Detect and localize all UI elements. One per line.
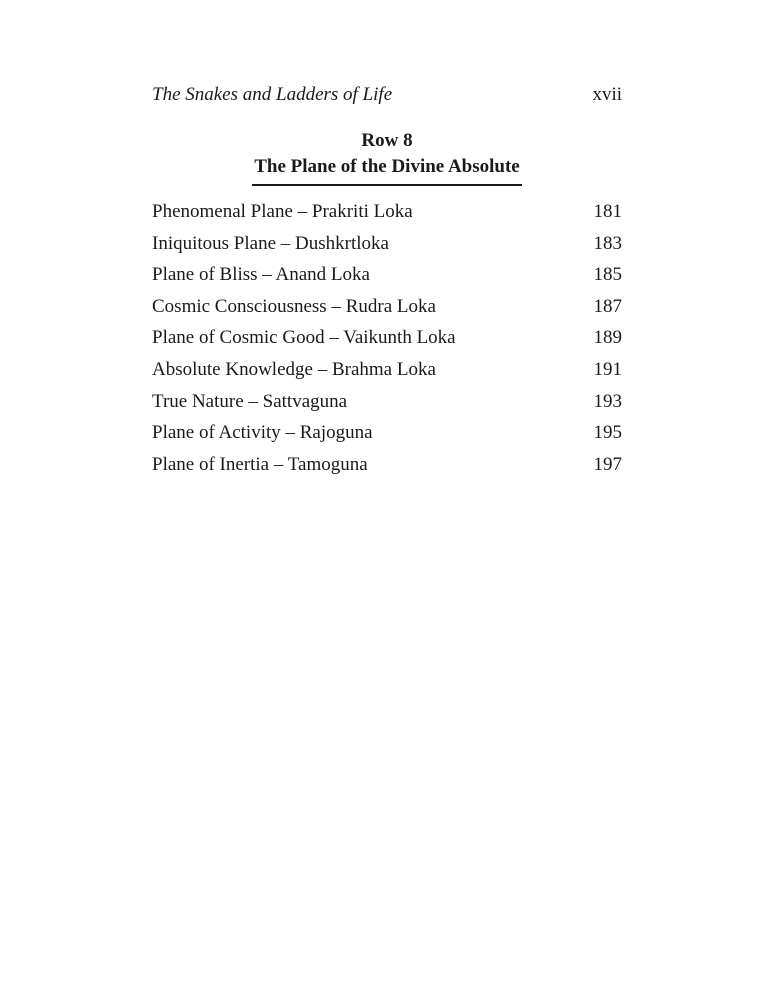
section-subtitle-text: The Plane of the Divine Absolute <box>254 156 520 177</box>
toc-entry-title: Phenomenal Plane – Prakriti Loka <box>152 201 413 222</box>
section-label: Row 8 <box>361 130 413 151</box>
toc-entry[interactable] <box>152 228 622 260</box>
toc-entry-page: 185 <box>593 264 622 286</box>
toc-entry[interactable] <box>152 291 622 323</box>
section-heading <box>152 128 622 186</box>
toc-entry[interactable] <box>152 417 622 449</box>
toc-entry-page: 191 <box>593 358 622 380</box>
toc-entry-page: 189 <box>593 327 622 349</box>
toc-entry-page: 193 <box>593 390 622 412</box>
running-title: The Snakes and Ladders of Life <box>152 84 393 105</box>
toc-entry-page: 183 <box>593 232 622 254</box>
toc-entry-title: Absolute Knowledge – Brahma Loka <box>152 358 436 380</box>
toc-list <box>152 196 622 480</box>
toc-entry-title: Plane of Cosmic Good – Vaikunth Loka <box>152 327 456 349</box>
toc-entry-page: 195 <box>593 422 622 444</box>
running-header <box>152 84 622 106</box>
page-number: xvii <box>592 84 622 105</box>
toc-entry[interactable] <box>152 386 622 418</box>
toc-entry-page: 187 <box>593 295 622 317</box>
toc-entry-title: Plane of Inertia – Tamoguna <box>152 453 368 475</box>
toc-entry-page: 181 <box>593 201 622 222</box>
section-subtitle <box>252 154 521 186</box>
toc-entry-title: Iniquitous Plane – Dushkrtloka <box>152 232 389 254</box>
toc-entry[interactable] <box>152 322 622 354</box>
toc-entry-page: 197 <box>593 453 622 475</box>
toc-entry[interactable] <box>152 449 622 481</box>
toc-entry[interactable] <box>152 196 622 228</box>
toc-entry[interactable] <box>152 259 622 291</box>
toc-entry-title: Plane of Bliss – Anand Loka <box>152 264 370 286</box>
toc-entry[interactable] <box>152 354 622 386</box>
toc-entry-title: True Nature – Sattvaguna <box>152 390 348 412</box>
toc-entry-title: Plane of Activity – Rajoguna <box>152 422 373 444</box>
toc-entry-title: Cosmic Consciousness – Rudra Loka <box>152 295 436 317</box>
